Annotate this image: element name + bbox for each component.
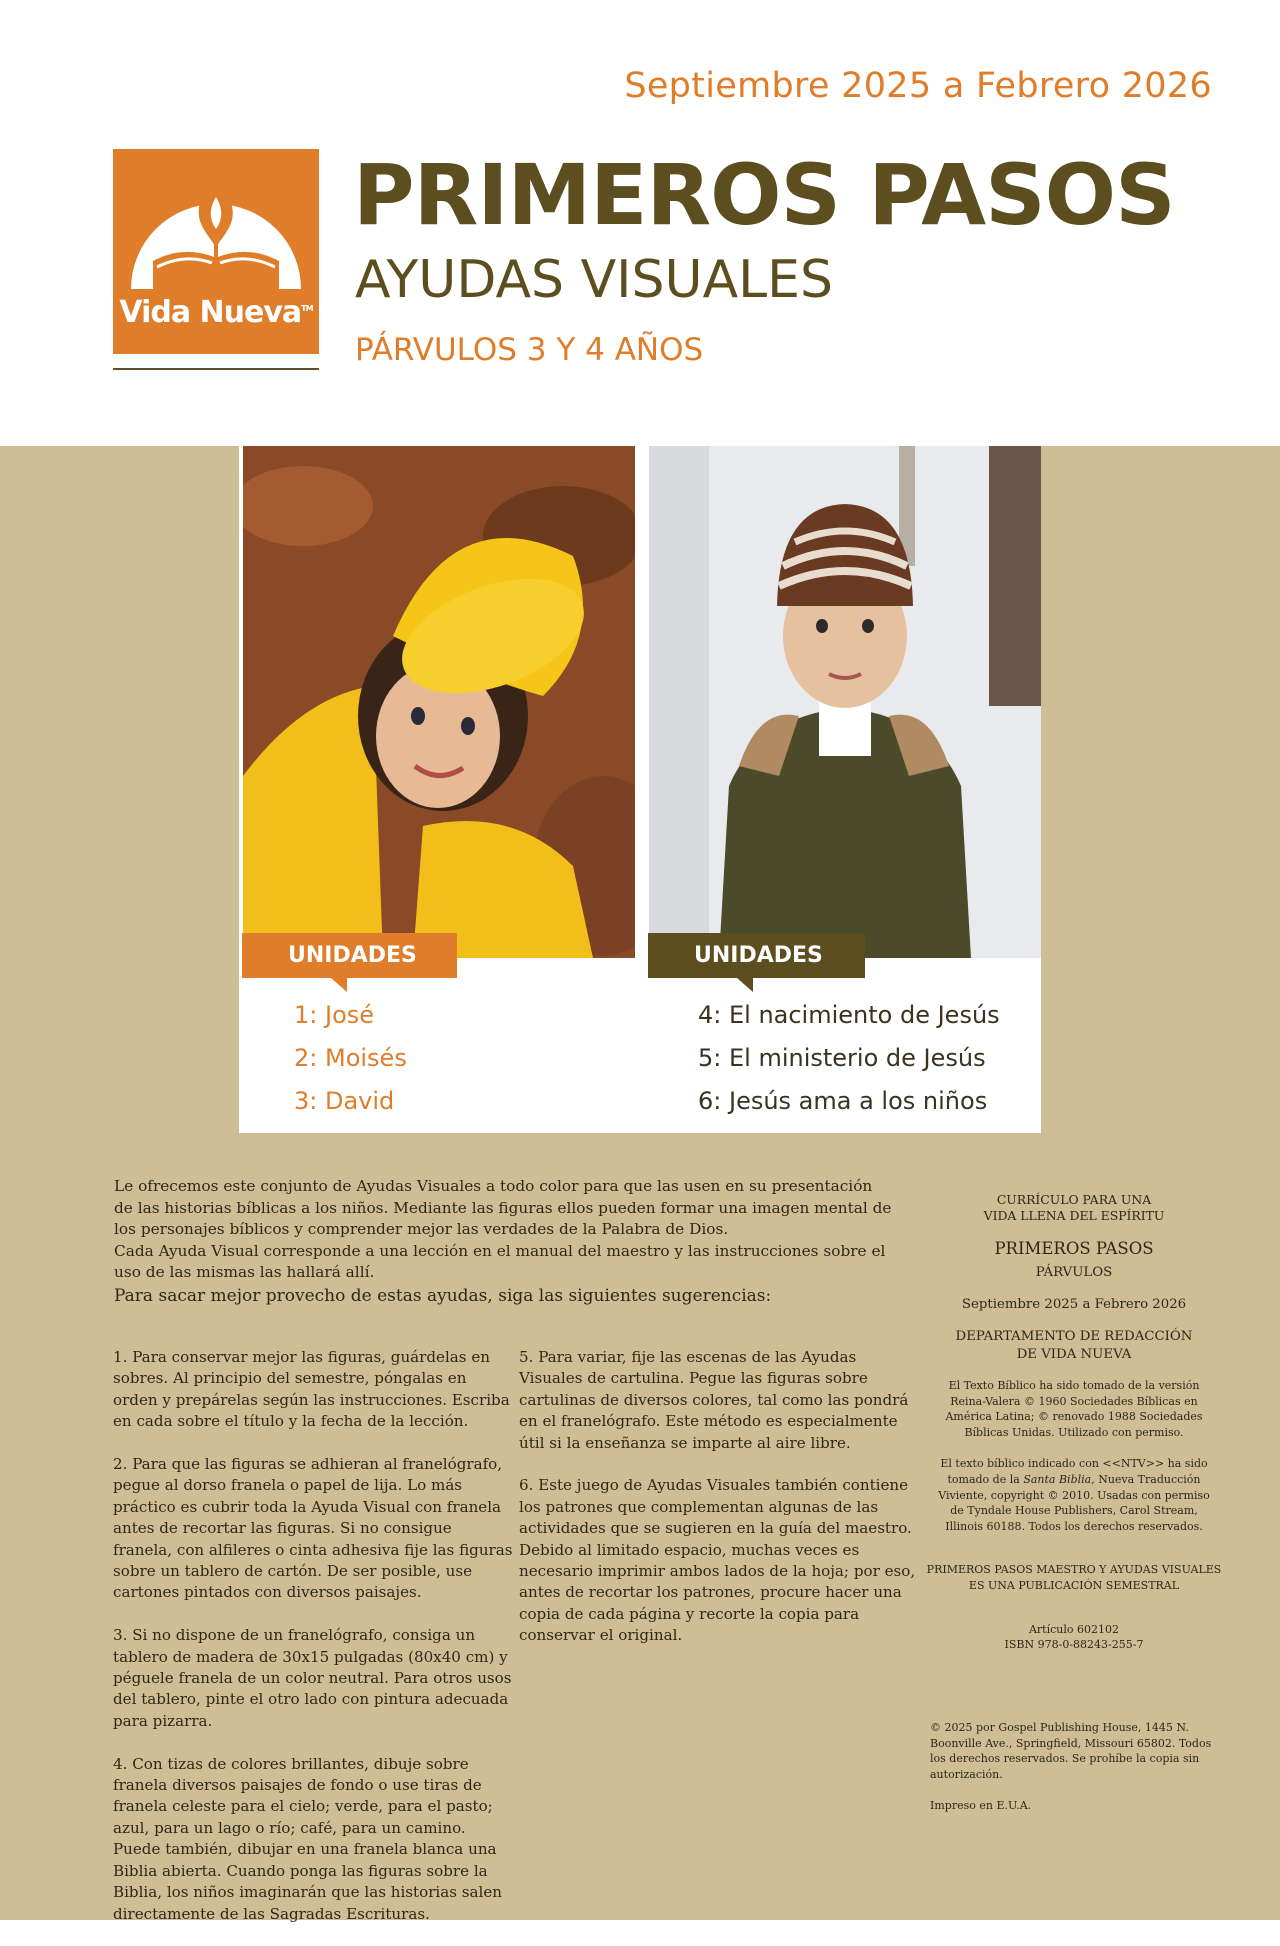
publication-sidebar <box>924 1192 1224 1653</box>
girl-yellow-hat-photo <box>243 446 635 958</box>
unit-item: 5: El ministerio de Jesús <box>698 1044 986 1072</box>
instruction-item: 2. Para que las figuras se adhieran al franelógrafo, pegue al dorso franela o papel de lija. Lo más práctico es cubrir toda la Ayuda Visual con franela antes de recortar las figuras. Si no consigue franela, con alfileres o cinta adhesiva fije las figuras sobre un tablero de cartón. De ser posible, use cartones pintados con diversos paisajes. <box>113 1455 513 1602</box>
department-line: DEPARTAMENTO DE REDACCIÓN <box>955 1329 1193 1344</box>
instruction-item: 4. Con tizas de colores brillantes, dibuje sobre franela diversos paisajes de fondo o use tiras de franela celeste para el cielo; verde, para el pasto; azul, para un lago o río; café, para un camino. Puede también, dibujar en una franela blanca una Biblia abierta. Cuando ponga las figuras sobre la Biblia, los niños imaginarán que las historias salen directamente de las Sagradas Escrituras. <box>113 1754 503 1923</box>
rv-copyright-note: El Texto Bíblico ha sido tomado de la versión Reina-Valera © 1960 Sociedades Bíblicas en América Latina; © renovado 1988 Sociedades Bíblicas Unidas. Utilizado con permiso. <box>945 1379 1203 1439</box>
isbn: ISBN 978-0-88243-255-7 <box>1004 1638 1144 1652</box>
intro-paragraph: Cada Ayuda Visual corresponde a una lección en el manual del maestro y las instrucciones sobre el uso de las mismas las hallará allí. <box>114 1241 886 1282</box>
vida-nueva-logo <box>113 149 319 354</box>
copyright-notice: © 2025 por Gospel Publishing House, 1445 N. Boonville Ave., Springfield, Missouri 65802. Todos los derechos reservados. Se prohíbe la copia sin autorización. <box>930 1721 1212 1781</box>
page-title: PRIMEROS PASOS <box>353 146 1175 244</box>
series-name: PRIMEROS PASOS <box>994 1239 1154 1258</box>
units-badge-right: UNIDADES <box>648 933 865 978</box>
header <box>0 0 1280 446</box>
logo-underline <box>113 368 319 370</box>
publication-line: PRIMEROS PASOS MAESTRO Y AYUDAS VISUALES <box>926 1563 1222 1577</box>
series-level: PÁRVULOS <box>1035 1265 1113 1280</box>
logo-text: Vida Nueva™ <box>119 295 313 330</box>
unit-item: 6: Jesús ama a los niños <box>698 1087 988 1115</box>
date-range: Septiembre 2025 a Febrero 2026 <box>624 66 1212 106</box>
instruction-item: 3. Si no dispone de un franelógrafo, consiga un tablero de madera de 30x15 pulgadas (80x40 cm) y péguele franela de un color neutral. Para otros usos del tablero, pinte el otro lado con pintura adecuada para pizarra. <box>113 1626 512 1730</box>
intro-lead: Para sacar mejor provecho de estas ayudas, siga las siguientes sugerencias: <box>114 1285 772 1306</box>
unit-item: 2: Moisés <box>294 1044 407 1072</box>
curriculum-line: CURRÍCULO PARA UNA <box>996 1192 1152 1207</box>
units-badge-left: UNIDADES <box>242 933 457 978</box>
intro-paragraph: Le ofrecemos este conjunto de Ayudas Visuales a todo color para que las usen en su presentación de las historias bíblicas a los niños. Mediante las figuras ellos pueden formar una imagen mental de los personajes bíblicos y comprender mejor las verdades de la Palabra de Dios. <box>114 1177 892 1239</box>
instructions-column-left <box>113 1347 513 1946</box>
age-group: PÁRVULOS 3 Y 4 AÑOS <box>355 332 704 368</box>
page-subtitle: AYUDAS VISUALES <box>355 250 833 310</box>
units-list-left <box>294 994 407 1123</box>
unit-item: 3: David <box>294 1087 395 1115</box>
publication-line: ES UNA PUBLICACIÓN SEMESTRAL <box>968 1578 1180 1592</box>
instruction-item: 5. Para variar, fije las escenas de las Ayudas Visuales de cartulina. Pegue las figuras sobre cartulinas de diversos colores, tal como las pondrá en el franelógrafo. Este método es especialmente útil si la enseñanza se imparte al aire libre. <box>519 1348 909 1452</box>
article-number: Artículo 602102 <box>1028 1622 1119 1636</box>
instruction-item: 6. Este juego de Ayudas Visuales también contiene los patrones que complementan algunas de las actividades que se sugieren en la guía del maestro. Debido al limitado espacio, muchas veces es necesario imprimir ambos lados de la hoja; por eso, antes de recortar los patrones, procure hacer una copia de cada página y recorte la copia para conservar el original. <box>519 1476 916 1645</box>
department-line: DE VIDA NUEVA <box>1016 1347 1132 1362</box>
curriculum-line: VIDA LLENA DEL ESPÍRITU <box>983 1208 1165 1223</box>
ntv-copyright-note: El texto bíblico indicado con <<NTV>> ha sido tomado de la Santa Biblia, Nueva Traducción Viviente, copyright © 2010. Usadas con permiso de Tyndale House Publishers, Carol Stream, Illinois 60188. Todos los derechos reservados. <box>938 1457 1210 1533</box>
units-list-right <box>698 994 1000 1123</box>
series-dates: Septiembre 2025 a Febrero 2026 <box>961 1297 1187 1312</box>
publisher-info <box>930 1720 1220 1814</box>
units-badge-left-tail <box>331 978 347 992</box>
units-badge-right-tail <box>737 978 753 992</box>
unit-item: 4: El nacimiento de Jesús <box>698 1001 1000 1029</box>
intro-text <box>114 1176 894 1308</box>
units-panel <box>239 446 1041 1133</box>
instructions-column-middle <box>519 1347 919 1668</box>
printed-in: Impreso en E.U.A. <box>930 1799 1032 1813</box>
boy-winter-hat-photo <box>649 446 1041 958</box>
instruction-item: 1. Para conservar mejor las figuras, guárdelas en sobres. Al principio del semestre, póngalas en orden y prepárelas según las instrucciones. Escriba en cada sobre el título y la fecha de la lección. <box>113 1348 510 1431</box>
unit-item: 1: José <box>294 1001 375 1029</box>
